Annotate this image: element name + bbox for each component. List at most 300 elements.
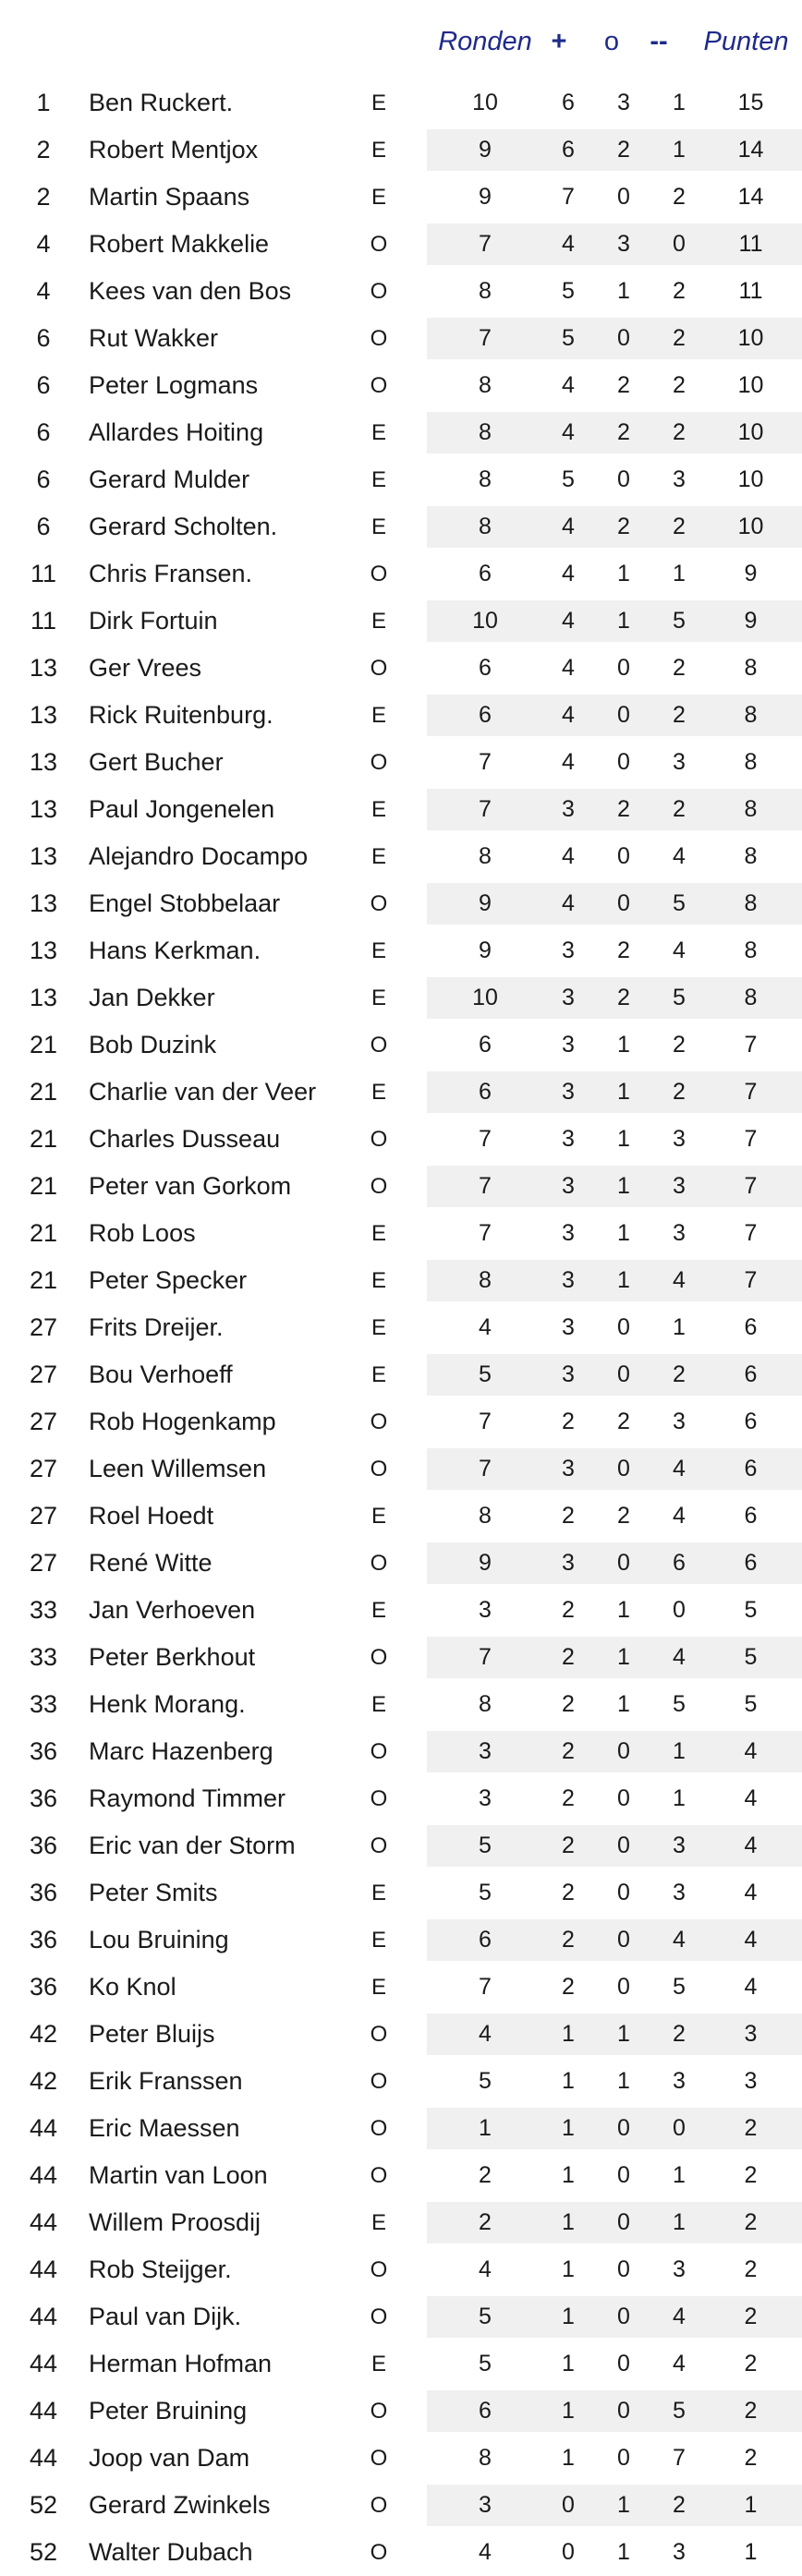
rounds-cell: 8 — [479, 843, 492, 869]
wins-cell: 1 — [562, 2209, 575, 2235]
rank-cell: 36 — [29, 1973, 58, 2001]
wins-cell: 2 — [562, 1832, 575, 1858]
losses-cell: 2 — [673, 2492, 686, 2518]
wins-cell: 4 — [562, 890, 575, 916]
player-type: E — [371, 467, 386, 492]
wins-cell: 2 — [562, 1409, 575, 1434]
player-name: Martin Spaans — [89, 183, 250, 211]
table-row — [0, 315, 802, 362]
rounds-cell: 10 — [472, 985, 498, 1010]
rounds-cell: 4 — [479, 2021, 492, 2047]
wins-cell: 4 — [562, 231, 575, 257]
losses-cell: 1 — [673, 90, 686, 115]
table-row — [0, 174, 802, 221]
rounds-cell: 5 — [479, 1832, 492, 1858]
draws-cell: 1 — [617, 608, 630, 634]
table-row — [0, 2529, 802, 2576]
player-name: Peter Specker — [89, 1266, 248, 1294]
draws-cell: 2 — [617, 937, 630, 963]
losses-cell: 3 — [673, 2256, 686, 2282]
wins-cell: 3 — [562, 937, 575, 963]
rank-cell: 36 — [29, 1737, 58, 1765]
table-row — [0, 268, 802, 315]
rank-cell: 44 — [29, 2444, 58, 2472]
losses-cell: 2 — [673, 655, 686, 681]
rounds-cell: 8 — [479, 1503, 492, 1529]
points-cell: 8 — [744, 843, 758, 869]
points-cell: 8 — [744, 749, 758, 775]
wins-cell: 3 — [562, 1126, 575, 1152]
draws-cell: 3 — [617, 90, 630, 115]
table-row — [0, 1304, 802, 1351]
losses-cell: 4 — [673, 937, 686, 963]
draws-cell: 0 — [617, 466, 630, 492]
draws-cell: 0 — [617, 1927, 630, 1953]
wins-cell: 2 — [562, 1644, 575, 1670]
table-row — [0, 1587, 802, 1634]
draws-cell: 0 — [617, 184, 630, 210]
rounds-cell: 4 — [479, 2539, 492, 2565]
draws-cell: 1 — [617, 1126, 630, 1152]
points-cell: 11 — [738, 231, 763, 257]
rank-cell: 21 — [29, 1266, 58, 1294]
player-name: Robert Mentjox — [89, 136, 259, 163]
rounds-cell: 5 — [479, 2068, 492, 2094]
draws-cell: 0 — [617, 1880, 630, 1905]
wins-cell: 3 — [562, 796, 575, 822]
player-type: O — [370, 2540, 388, 2565]
losses-cell: 2 — [673, 1032, 686, 1058]
table-row — [0, 1634, 802, 1681]
table-row — [0, 786, 802, 833]
player-type: O — [370, 562, 388, 587]
rank-cell: 52 — [29, 2491, 58, 2519]
player-name: Eric van der Storm — [89, 1832, 296, 1859]
table-row — [0, 127, 802, 174]
draws-cell: 1 — [617, 1079, 630, 1105]
player-type: E — [371, 1598, 386, 1623]
rounds-cell: 7 — [479, 1456, 492, 1482]
points-cell: 8 — [744, 796, 758, 822]
rounds-cell: 7 — [479, 1644, 492, 1670]
wins-cell: 4 — [562, 608, 575, 634]
rank-cell: 13 — [29, 889, 58, 917]
table-row — [0, 1822, 802, 1869]
points-cell: 7 — [744, 1032, 758, 1058]
points-cell: 4 — [744, 1927, 758, 1953]
table-row — [0, 409, 802, 456]
losses-cell: 2 — [673, 419, 686, 445]
losses-cell: 5 — [673, 1691, 686, 1717]
player-name: Willem Proosdij — [89, 2208, 261, 2236]
table-row — [0, 550, 802, 598]
points-cell: 10 — [737, 372, 764, 398]
rank-cell: 21 — [29, 1031, 58, 1058]
player-type: O — [370, 232, 388, 257]
player-type: E — [371, 91, 386, 115]
rounds-cell: 6 — [479, 1032, 492, 1058]
points-cell: 2 — [744, 2209, 758, 2235]
rounds-cell: 9 — [479, 184, 492, 210]
rank-cell: 13 — [29, 984, 58, 1011]
losses-cell: 4 — [673, 2351, 686, 2376]
player-type: O — [370, 2446, 388, 2471]
losses-cell: 3 — [673, 466, 686, 492]
table-row — [0, 1210, 802, 1257]
draws-cell: 1 — [617, 2539, 630, 2565]
losses-cell: 4 — [673, 1644, 686, 1670]
player-name: Peter Logmans — [89, 371, 259, 399]
rank-cell: 13 — [29, 842, 58, 870]
points-cell: 1 — [744, 2492, 758, 2518]
points-cell: 7 — [744, 1079, 758, 1105]
draws-cell: 2 — [617, 985, 630, 1010]
table-row — [0, 692, 802, 739]
wins-cell: 7 — [562, 184, 575, 210]
wins-cell: 1 — [562, 2256, 575, 2282]
wins-cell: 4 — [562, 749, 575, 775]
player-name: Marc Hazenberg — [89, 1737, 273, 1765]
rounds-cell: 6 — [479, 561, 492, 587]
player-name: Erik Franssen — [89, 2067, 243, 2095]
wins-cell: 1 — [562, 2162, 575, 2188]
losses-cell: 5 — [673, 1974, 686, 2000]
losses-cell: 4 — [673, 843, 686, 869]
losses-cell: 2 — [673, 1361, 686, 1387]
table-header — [0, 0, 802, 79]
rounds-cell: 3 — [479, 2492, 492, 2518]
wins-cell: 3 — [562, 1220, 575, 1246]
draws-cell: 0 — [617, 1974, 630, 2000]
wins-cell: 4 — [562, 514, 575, 539]
losses-cell: 1 — [673, 137, 686, 163]
player-type: E — [371, 514, 386, 539]
rank-cell: 33 — [29, 1596, 58, 1624]
player-name: Alejandro Docampo — [89, 842, 309, 870]
points-cell: 7 — [744, 1220, 758, 1246]
points-cell: 3 — [744, 2021, 758, 2047]
rank-cell: 44 — [29, 2256, 58, 2283]
rank-cell: 13 — [29, 795, 58, 823]
points-cell: 8 — [744, 702, 758, 728]
wins-cell: 4 — [562, 372, 575, 398]
player-type: O — [370, 1551, 388, 1576]
rank-cell: 13 — [29, 937, 58, 964]
rounds-cell: 7 — [479, 1173, 492, 1199]
player-name: Paul Jongenelen — [89, 795, 275, 823]
table-row — [0, 362, 802, 409]
rank-cell: 6 — [36, 418, 51, 446]
player-type: E — [371, 609, 386, 634]
rank-cell: 27 — [29, 1313, 58, 1341]
draws-cell: 1 — [617, 1597, 630, 1623]
header-draws: o — [603, 27, 620, 56]
draws-cell: 1 — [617, 2492, 630, 2518]
wins-cell: 6 — [562, 137, 575, 163]
rounds-cell: 5 — [479, 1361, 492, 1387]
rounds-cell: 7 — [479, 1126, 492, 1152]
rank-cell: 21 — [29, 1219, 58, 1247]
losses-cell: 2 — [673, 184, 686, 210]
points-cell: 2 — [744, 2445, 758, 2471]
losses-cell: 2 — [673, 514, 686, 539]
rounds-cell: 6 — [479, 702, 492, 728]
draws-cell: 0 — [617, 325, 630, 351]
player-name: Kees van den Bos — [89, 277, 292, 305]
table-row — [0, 598, 802, 645]
table-row — [0, 1728, 802, 1775]
rounds-cell: 8 — [479, 419, 492, 445]
draws-cell: 2 — [617, 1409, 630, 1434]
points-cell: 2 — [744, 2398, 758, 2424]
losses-cell: 3 — [673, 1832, 686, 1858]
player-name: Ger Vrees — [89, 654, 202, 682]
player-type: O — [370, 1033, 388, 1058]
wins-cell: 1 — [562, 2021, 575, 2047]
points-cell: 4 — [744, 1880, 758, 1905]
rank-cell: 11 — [30, 560, 57, 587]
table-row — [0, 2058, 802, 2105]
rank-cell: 4 — [36, 230, 51, 258]
rounds-cell: 1 — [479, 2115, 492, 2141]
rounds-cell: 6 — [479, 655, 492, 681]
table-row — [0, 2435, 802, 2482]
rank-cell: 6 — [36, 466, 51, 493]
table-row — [0, 2199, 802, 2246]
losses-cell: 5 — [673, 608, 686, 634]
rank-cell: 36 — [29, 1784, 58, 1812]
wins-cell: 2 — [562, 1503, 575, 1529]
table-row — [0, 974, 802, 1022]
player-type: O — [370, 1127, 388, 1152]
rounds-cell: 2 — [479, 2162, 492, 2188]
losses-cell: 3 — [673, 1409, 686, 1434]
losses-cell: 3 — [673, 2068, 686, 2094]
points-cell: 14 — [737, 184, 764, 210]
rank-cell: 44 — [29, 2397, 58, 2425]
points-cell: 6 — [744, 1503, 758, 1529]
draws-cell: 0 — [617, 890, 630, 916]
player-name: Rob Steijger. — [89, 2256, 232, 2283]
player-type: E — [371, 1315, 386, 1340]
player-type: E — [371, 938, 386, 963]
draws-cell: 0 — [617, 1361, 630, 1387]
points-cell: 11 — [738, 278, 763, 304]
draws-cell: 0 — [617, 843, 630, 869]
losses-cell: 3 — [673, 1220, 686, 1246]
draws-cell: 0 — [617, 702, 630, 728]
wins-cell: 2 — [562, 1927, 575, 1953]
rounds-cell: 6 — [479, 1927, 492, 1953]
header-losses: -- — [650, 27, 668, 56]
rank-cell: 27 — [29, 1408, 58, 1435]
wins-cell: 4 — [562, 655, 575, 681]
player-name: Dirk Fortuin — [89, 607, 218, 635]
wins-cell: 3 — [562, 1079, 575, 1105]
wins-cell: 3 — [562, 1314, 575, 1340]
losses-cell: 3 — [673, 1126, 686, 1152]
player-type: E — [371, 1975, 386, 2000]
player-name: Gerard Zwinkels — [89, 2491, 271, 2519]
rounds-cell: 9 — [479, 937, 492, 963]
wins-cell: 2 — [562, 1974, 575, 2000]
player-type: O — [370, 1739, 388, 1764]
wins-cell: 1 — [562, 2068, 575, 2094]
rounds-cell: 7 — [479, 796, 492, 822]
rank-cell: 27 — [29, 1455, 58, 1482]
points-cell: 6 — [744, 1456, 758, 1482]
player-name: Bob Duzink — [89, 1031, 217, 1058]
losses-cell: 3 — [673, 1880, 686, 1905]
draws-cell: 1 — [617, 561, 630, 587]
draws-cell: 1 — [617, 278, 630, 304]
points-cell: 2 — [744, 2304, 758, 2329]
rounds-cell: 7 — [479, 325, 492, 351]
wins-cell: 2 — [562, 1880, 575, 1905]
player-name: Rut Wakker — [89, 324, 219, 352]
points-cell: 6 — [744, 1314, 758, 1340]
wins-cell: 4 — [562, 702, 575, 728]
draws-cell: 0 — [617, 1314, 630, 1340]
rounds-cell: 4 — [479, 2256, 492, 2282]
player-type: O — [370, 2304, 388, 2329]
rank-cell: 33 — [29, 1690, 58, 1718]
rounds-cell: 7 — [479, 1409, 492, 1434]
losses-cell: 3 — [673, 2539, 686, 2565]
wins-cell: 3 — [562, 985, 575, 1010]
draws-cell: 0 — [617, 2351, 630, 2376]
draws-cell: 2 — [617, 419, 630, 445]
table-row — [0, 2152, 802, 2199]
player-type: E — [371, 1080, 386, 1105]
rank-cell: 6 — [36, 371, 51, 399]
losses-cell: 6 — [673, 1550, 686, 1576]
player-type: O — [370, 1645, 388, 1670]
losses-cell: 3 — [673, 1173, 686, 1199]
losses-cell: 4 — [673, 1503, 686, 1529]
points-cell: 5 — [744, 1597, 758, 1623]
player-name: Walter Dubach — [89, 2538, 253, 2566]
player-name: Rick Ruitenburg. — [89, 701, 273, 729]
rank-cell: 2 — [36, 136, 51, 163]
draws-cell: 1 — [617, 2068, 630, 2094]
draws-cell: 0 — [617, 2304, 630, 2329]
rank-cell: 13 — [29, 701, 58, 729]
table-row — [0, 1116, 802, 1163]
draws-cell: 0 — [617, 2209, 630, 2235]
table-row — [0, 1398, 802, 1445]
player-name: Gerard Scholten. — [89, 513, 278, 540]
player-type: E — [371, 703, 386, 728]
player-name: Eric Maessen — [89, 2114, 240, 2142]
rank-cell: 13 — [29, 748, 58, 776]
table-row — [0, 645, 802, 692]
draws-cell: 0 — [617, 1456, 630, 1482]
player-type: O — [370, 1409, 388, 1434]
player-name: Peter Bluijs — [89, 2020, 215, 2048]
losses-cell: 2 — [673, 1079, 686, 1105]
player-name: Joop van Dam — [89, 2444, 250, 2472]
losses-cell: 4 — [673, 2304, 686, 2329]
rounds-cell: 9 — [479, 1550, 492, 1576]
rounds-cell: 8 — [479, 466, 492, 492]
rounds-cell: 5 — [479, 2304, 492, 2329]
player-type: O — [370, 326, 388, 351]
rounds-cell: 6 — [479, 2398, 492, 2424]
player-name: Chris Fransen. — [89, 560, 253, 587]
rounds-cell: 3 — [479, 1738, 492, 1764]
points-cell: 2 — [744, 2351, 758, 2376]
wins-cell: 1 — [562, 2351, 575, 2376]
table-row — [0, 1069, 802, 1116]
rank-cell: 42 — [29, 2067, 58, 2095]
points-cell: 2 — [744, 2115, 758, 2141]
player-type: E — [371, 2352, 386, 2376]
player-name: Ko Knol — [89, 1973, 176, 2001]
rank-cell: 6 — [36, 513, 51, 540]
wins-cell: 3 — [562, 1267, 575, 1293]
player-name: Hans Kerkman. — [89, 937, 261, 964]
player-type: E — [371, 1362, 386, 1387]
points-cell: 4 — [744, 1832, 758, 1858]
losses-cell: 1 — [673, 1785, 686, 1811]
player-type: O — [370, 279, 388, 304]
draws-cell: 1 — [617, 1220, 630, 1246]
player-name: Rob Loos — [89, 1219, 196, 1247]
rounds-cell: 7 — [479, 1220, 492, 1246]
rounds-cell: 10 — [472, 90, 498, 115]
points-cell: 3 — [744, 2068, 758, 2094]
points-cell: 4 — [744, 1738, 758, 1764]
draws-cell: 1 — [617, 2021, 630, 2047]
table-row — [0, 1257, 802, 1304]
rank-cell: 36 — [29, 1926, 58, 1953]
player-name: Rob Hogenkamp — [89, 1408, 276, 1435]
losses-cell: 2 — [673, 702, 686, 728]
player-name: Herman Hofman — [89, 2350, 273, 2377]
wins-cell: 5 — [562, 278, 575, 304]
rounds-cell: 7 — [479, 231, 492, 257]
player-type: E — [371, 797, 386, 822]
points-cell: 6 — [744, 1409, 758, 1434]
points-cell: 4 — [744, 1974, 758, 2000]
wins-cell: 1 — [562, 2445, 575, 2471]
losses-cell: 1 — [673, 561, 686, 587]
wins-cell: 3 — [562, 1361, 575, 1387]
points-cell: 7 — [744, 1173, 758, 1199]
draws-cell: 2 — [617, 137, 630, 163]
table-body — [0, 79, 802, 2576]
player-type: O — [370, 2163, 388, 2188]
rank-cell: 33 — [29, 1643, 58, 1671]
player-name: Peter Smits — [89, 1879, 218, 1906]
rank-cell: 13 — [29, 654, 58, 682]
draws-cell: 0 — [617, 2445, 630, 2471]
player-name: Peter Berkhout — [89, 1643, 256, 1671]
player-name: Robert Makkelie — [89, 230, 270, 258]
points-cell: 9 — [744, 561, 758, 587]
draws-cell: 0 — [617, 1738, 630, 1764]
player-type: E — [371, 185, 386, 210]
table-row — [0, 880, 802, 927]
player-type: O — [370, 656, 388, 681]
rank-cell: 44 — [29, 2161, 58, 2189]
losses-cell: 4 — [673, 1927, 686, 1953]
rounds-cell: 8 — [479, 372, 492, 398]
table-row — [0, 927, 802, 974]
player-type: E — [371, 1928, 386, 1953]
wins-cell: 4 — [562, 419, 575, 445]
